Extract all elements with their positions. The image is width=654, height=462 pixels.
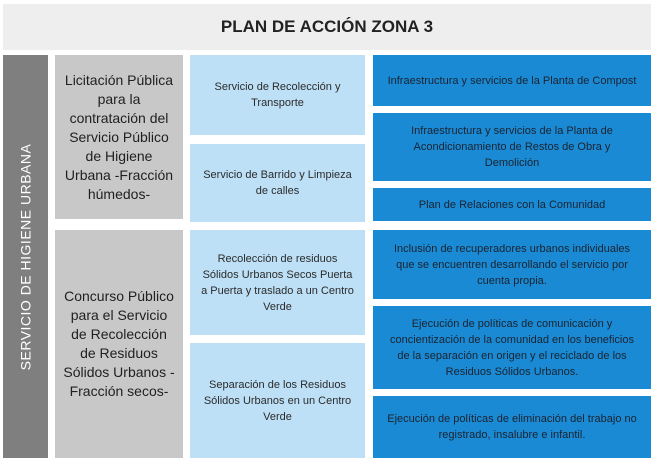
action-box-relaciones-comunidad: Plan de Relaciones con la Comunidad [373, 188, 651, 221]
service-box-separacion: Separación de los Residuos Sólidos Urbanos en un Centro Verde [190, 343, 365, 458]
service-box-barrido-limpieza: Servicio de Barrido y Limpieza de calles [190, 144, 365, 222]
diagram-title: PLAN DE ACCIÓN ZONA 3 [3, 4, 651, 50]
side-label-bar [3, 55, 48, 458]
service-box-recoleccion-transporte: Servicio de Recolección y Transporte [190, 55, 365, 135]
contract-box-humedos: Licitación Pública para la contratación del Servicio Público de Higiene Urbana -Fracción húmedos- [55, 55, 183, 219]
action-box-compost: Infraestructura y servicios de la Planta de Compost [373, 55, 651, 106]
action-box-comunicacion: Ejecución de políticas de comunicación y concientización de la comunidad en los beneficios de la separación en origen y el reciclado de los Residuos Sólidos Urbanos. [373, 306, 651, 389]
contract-box-secos: Concurso Público para el Servicio de Recolección de Residuos Sólidos Urbanos -Fracción secos- [55, 230, 183, 458]
action-box-restos-obra: Infraestructura y servicios de la Planta de Acondicionamiento de Restos de Obra y Demolición [373, 113, 651, 181]
service-box-recoleccion-secos: Recolección de residuos Sólidos Urbanos Secos Puerta a Puerta y traslado a un Centro Verde [190, 230, 365, 335]
action-box-recuperadores: Inclusión de recuperadores urbanos individuales que se encuentren desarrollando el servicio por cuenta propia. [373, 230, 651, 299]
side-label: SERVICIO DE HIGIENE URBANA [17, 143, 34, 370]
action-box-trabajo-no-registrado: Ejecución de políticas de eliminación del trabajo no registrado, insalubre e infantil. [373, 396, 651, 458]
